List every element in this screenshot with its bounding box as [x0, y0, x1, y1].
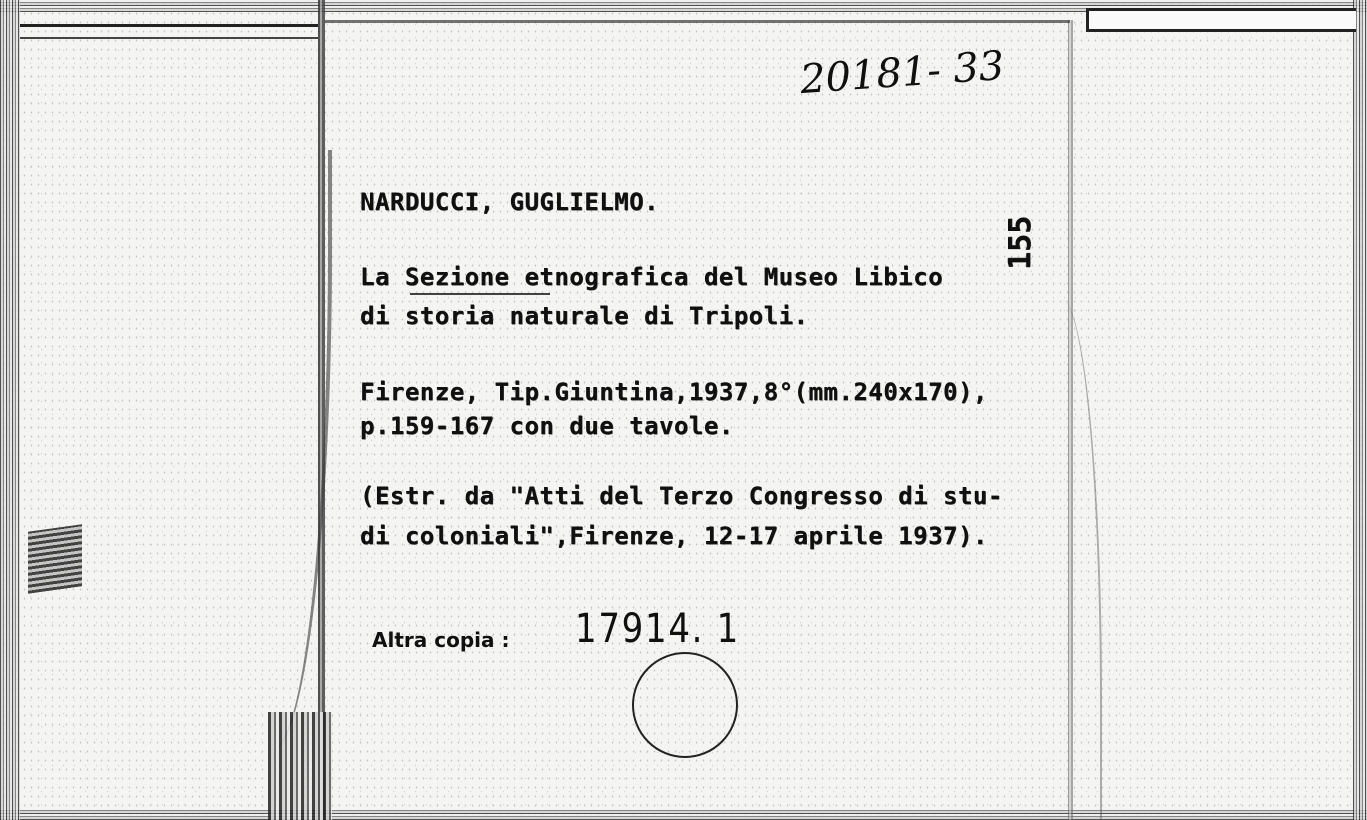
title-line-2: di storia naturale di Tripoli. — [360, 302, 809, 330]
scan-left-edge — [0, 0, 20, 820]
bottom-binding-clip — [268, 712, 332, 820]
imprint-line-1: Firenze, Tip.Giuntina,1937,8°(mm.240x170), — [360, 378, 988, 406]
scan-right-edge — [1353, 0, 1367, 820]
scan-bottom-edge — [0, 810, 1367, 820]
left-card-top-edge — [20, 24, 318, 39]
handwritten-catalog-number: 20181- 33 — [798, 42, 1006, 104]
other-copy-stamp-label: Altra copia : — [372, 628, 510, 652]
handwritten-other-copy-number: 17914. 1 — [575, 606, 741, 652]
card-top-border — [325, 20, 1070, 23]
title-line-1: La Sezione etnografica del Museo Libico — [360, 263, 944, 291]
imprint-line-2: p.159-167 con due tavole. — [360, 412, 734, 440]
right-card-top-edge — [1086, 8, 1356, 32]
left-card-tab — [28, 524, 82, 594]
empty-circle-stamp — [632, 652, 738, 758]
title-underline-mark — [410, 293, 550, 295]
vertical-side-number: 155 — [1003, 215, 1038, 270]
right-fold-curve — [1040, 300, 1102, 820]
note-line-2: di coloniali",Firenze, 12-17 aprile 1937). — [360, 522, 988, 550]
note-line-1: (Estr. da "Atti del Terzo Congresso di stu- — [360, 482, 1003, 510]
author-name: NARDUCCI, GUGLIELMO. — [360, 188, 659, 216]
